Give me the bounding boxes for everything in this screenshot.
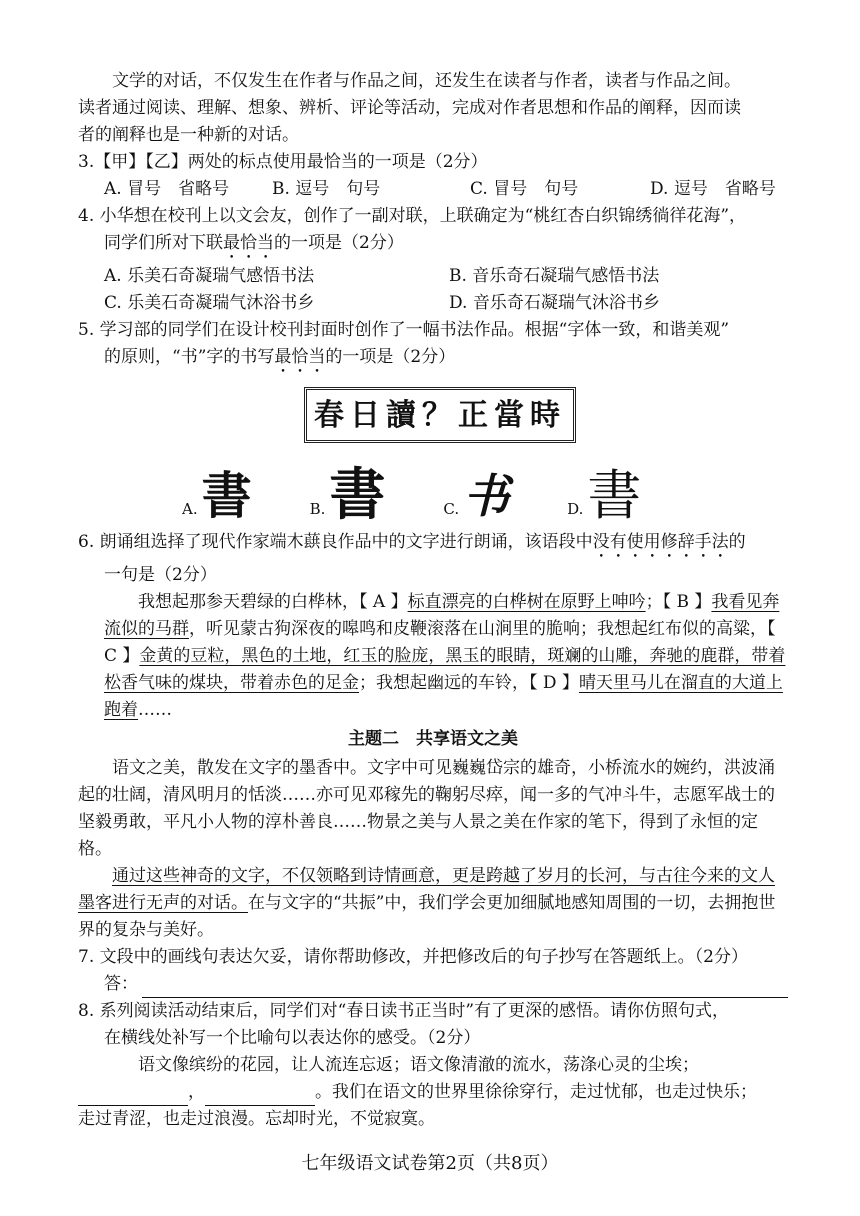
question-6-stem-1 [78, 529, 788, 562]
theme2-paragraph-1: 语文之美，散发在文字的墨香中。文字中可见巍巍岱宗的雄奇，小桥流水的婉约，洪波涌起的壮阔，清风明月的恬淡……亦可见邓稼先的鞠躬尽瘁，闻一多的气冲斗牛，志愿军战士的坚毅勇敢，平凡小人物的淳朴善良……物景之美与人景之美在作家的笔下，得到了永恒的定格。 [78, 758, 775, 859]
passage-text: …… [138, 700, 172, 720]
stem-text: 的原则，“书”字的书写 [104, 347, 275, 367]
option-b: B. 逗号 句号 [272, 179, 381, 199]
calligraphy-option-c [443, 469, 509, 523]
emphasis-text: 没有使用修辞手法 [592, 532, 729, 552]
question-3-stem: 3.【甲】【乙】两处的标点使用最恰当的一项是（2分） [78, 152, 488, 172]
question-8-stem-2: 在横线处补写一个比喻句以表达你的感受。（2分） [104, 1028, 481, 1048]
emphasis-text: 最恰当 [274, 347, 326, 367]
question-8-sample: 语文像缤纷的花园，让人流连忘返；语文像清澈的流水，荡涤心灵的尘埃； [138, 1055, 699, 1075]
question-7-answer [104, 971, 788, 998]
question-6-stem-2: 一句是（2分） [104, 565, 217, 585]
passage-underlined: 晴天里马儿在溜直的大道上跑着 [104, 673, 783, 720]
option-label: A. [182, 500, 198, 518]
option-c: C. 冒号 句号 [470, 179, 579, 199]
page-footer: 七年级语文试卷第2页（共8页） [301, 1153, 559, 1174]
option-a: A. 冒号 省略号 [104, 179, 230, 199]
comma-text: ， [188, 1082, 205, 1102]
passage-text: ； [645, 592, 663, 612]
shu-character: 书 [463, 469, 510, 523]
intro-line-2: 读者通过阅读、理解、想象、辨析、评论等活动，完成对作者思想和作品的阐释，因而读 [78, 98, 741, 118]
stem-text: 的 [728, 532, 746, 552]
question-6-passage [104, 589, 788, 724]
question-4-stem-2 [104, 230, 788, 263]
calligraphy-option-a [182, 466, 252, 525]
passage-text: 我想起那参天碧绿的白桦林， [138, 592, 359, 612]
question-5-stem-1: 5. 学习部的同学们在设计校刊封面时创作了一幅书法作品。根据“字体一致，和谐美观” [78, 320, 730, 340]
shu-character: 書 [329, 463, 386, 528]
option-c: C. 乐美石奇凝瑞气沐浴书乡 [104, 293, 315, 313]
passage-underlined: 我看见奔流似的马群 [104, 592, 780, 639]
intro-line-1: 文学的对话，不仅发生在作者与作品之间，还发生在读者与作者，读者与作品之间。 [112, 71, 741, 91]
passage-marker: 【 B 】 [662, 592, 712, 612]
calligraphy-artwork: 春日讀？正當時 [304, 387, 576, 443]
option-label: C. [443, 500, 460, 518]
passage-underlined: 标直漂亮的白桦树在原野上呻吟 [407, 592, 646, 612]
calligraphy-option-b [309, 463, 386, 528]
passage-marker: 【 A 】 [359, 592, 408, 612]
question-4-stem-1: 4. 小华想在校刊上以文会友，创作了一副对联，上联确定为“桃红杏白织锦绣徜徉花海”， [78, 206, 747, 226]
stem-text: 6. 朗诵组选择了现代作家端木蕻良作品中的文字进行朗诵，该语段中 [78, 532, 593, 552]
stem-text: 同学们所对下联 [104, 233, 223, 253]
option-d: D. 逗号 省略号 [650, 179, 776, 199]
question-4-options [104, 263, 788, 317]
option-label: D. [567, 500, 584, 518]
theme2-paragraph-2 [78, 863, 788, 944]
option-d: D. 音乐奇石凝瑞气沐浴书乡 [449, 293, 660, 313]
fill-blank-1[interactable] [78, 1089, 188, 1106]
answer-blank-line[interactable] [142, 977, 788, 998]
paragraph-text: 在与文字的“共振”中，我们学会更加细腻地感知周围的一切，去拥抱世界的复杂与美好。 [78, 893, 776, 940]
passage-text: ，听见蒙古狗深夜的嗥鸣和皮鞭滚落在山涧里的脆响；我想起红布似的高粱， [189, 619, 767, 639]
passage-marker: 【 D 】 [529, 673, 579, 693]
question-3-options [104, 176, 788, 203]
calligraphy-options [182, 461, 788, 528]
shu-character: 書 [587, 464, 642, 527]
exam-page [78, 68, 788, 1133]
question-5-stem-2 [104, 344, 788, 377]
emphasis-text: 最恰当 [223, 233, 274, 253]
passage-text: ；我想起幽远的车铃， [359, 673, 529, 693]
question-8-last-line: 走过青涩，也走过浪漫。忘却时光，不觉寂寞。 [78, 1109, 435, 1129]
fill-line-text: 。我们在语文的世界里徐徐穿行，走过忧郁，也走过快乐； [315, 1082, 757, 1102]
option-label: B. [309, 500, 326, 518]
section-title: 主题二 共享语文之美 [348, 729, 518, 749]
answer-label: 答： [104, 974, 138, 994]
question-8-fill-line [78, 1079, 788, 1106]
question-7-stem: 7. 文段中的画线句表达欠妥，请你帮助修改，并把修改后的句子抄写在答题纸上。（2分） [78, 947, 748, 967]
underlined-sentence: 通过这些神奇的文字，不仅领略到诗情画意，更是跨越了岁月的长河，与古往今来的文人墨客进行无声的对话。 [78, 866, 775, 913]
question-8-stem-1: 8. 系列阅读活动结束后，同学们对“春日读书正当时”有了更深的感悟。请你仿照句式， [78, 1001, 730, 1021]
passage-underlined: 金黄的豆粒，黑色的土地，红玉的脸庞，黑玉的眼睛，斑斓的山雕，奔驰的鹿群，带着松香气味的煤块，带着赤色的足金 [104, 646, 786, 693]
intro-line-3: 者的阐释也是一种新的对话。 [78, 125, 299, 145]
option-b: B. 音乐奇石凝瑞气感悟书法 [449, 266, 660, 286]
calligraphy-option-d [567, 464, 642, 527]
passage-marker: 【 C 】 [104, 619, 776, 666]
stem-text: 的一项是（2分） [325, 347, 456, 367]
option-a: A. 乐美石奇凝瑞气感悟书法 [104, 266, 315, 286]
shu-character: 書 [201, 466, 252, 525]
fill-blank-2[interactable] [205, 1089, 315, 1106]
stem-text: 的一项是（2分） [274, 233, 404, 253]
